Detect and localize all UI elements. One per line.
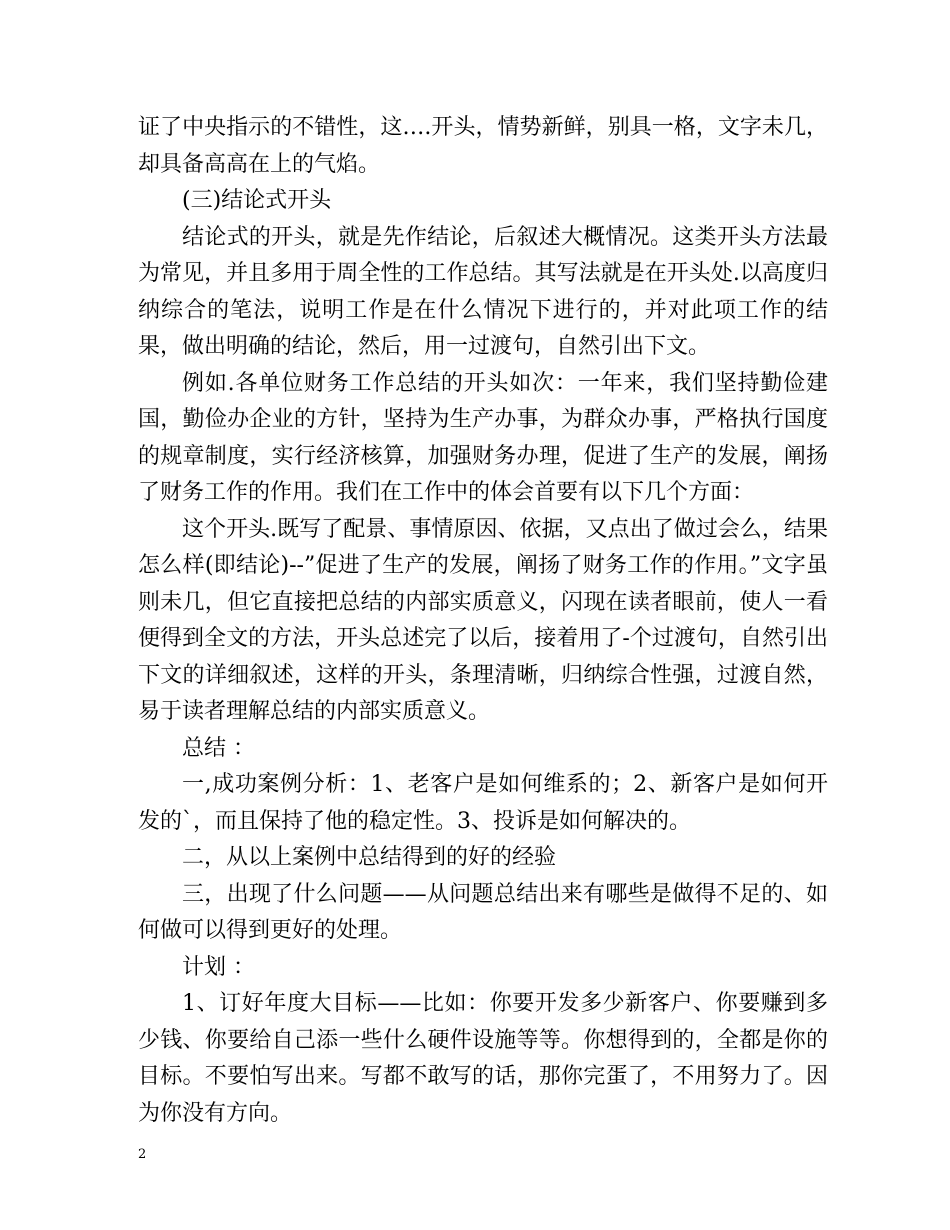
paragraph-example: 例如.各单位财务工作总结的开头如次：一年来，我们坚持勤俭建国，勤俭办企业的方针，坚持为生产办事，为群众办事，严格执行国度的规章制度，实行经济核算，加强财务办理，促进了生产的发展，阐扬了财务工作的作用。我们在工作中的体会首要有以下几个方面： (138, 370, 828, 505)
summary-item-2: 二，从以上案例中总结得到的好的经验 (182, 845, 557, 870)
paragraph-analysis: 这个开头.既写了配景、事情原因、依据，又点出了做过会么，结果怎么样(即结论)--”促进了生产的发展，阐扬了财务工作的作用。”文字虽则未几，但它直接把总结的内部实质意义，闪现在读者眼前，使人一看便得到全文的方法，开头总述完了以后，接着用了-个过渡句，自然引出下文的详细叙述，这样的开头，条理清晰，归纳综合性强，过渡自然，易于读者理解总结的内部实质意义。 (138, 516, 828, 724)
plan-item-1: 1、订好年度大目标——比如：你要开发多少新客户、你要赚到多少钱、你要给自己添一些什么硬件设施等等。你想得到的，全都是你的目标。不要怕写出来。写都不敢写的话，那你完蛋了，不用努力了。因为你没有方向。 (138, 991, 828, 1126)
summary-item-3: 三，出现了什么问题——从问题总结出来有哪些是做得不足的、如何做可以得到更好的处理。 (138, 881, 828, 943)
page-number: 2 (138, 1147, 147, 1162)
heading-plan: 计划 ： (182, 954, 255, 980)
document-body (138, 110, 828, 1132)
paragraph-conclusion-opening: 结论式的开头，就是先作结论，后叙述大概情况。这类开头方法最为常见，并且多用于周全性的工作总结。其写法就是在开头处.以高度归纳综合的笔法，说明工作是在什么情况下进行的，并对此项工作的结果，做出明确的结论，然后，用一过渡句，自然引出下文。 (138, 224, 828, 359)
summary-item-1: 一,成功案例分析：1、老客户是如何维系的；2、新客户是如何开发的`，而且保持了他的稳定性。3、投诉是如何解决的。 (138, 772, 828, 834)
paragraph-continuation: 证了中央指示的不错性，这….开头，情势新鲜，别具一格，文字未几，却具备高高在上的气焰。 (138, 115, 828, 177)
heading-summary: 总结 ： (182, 735, 255, 761)
section-heading-conclusion-opening: (三)结论式开头 (182, 188, 332, 213)
